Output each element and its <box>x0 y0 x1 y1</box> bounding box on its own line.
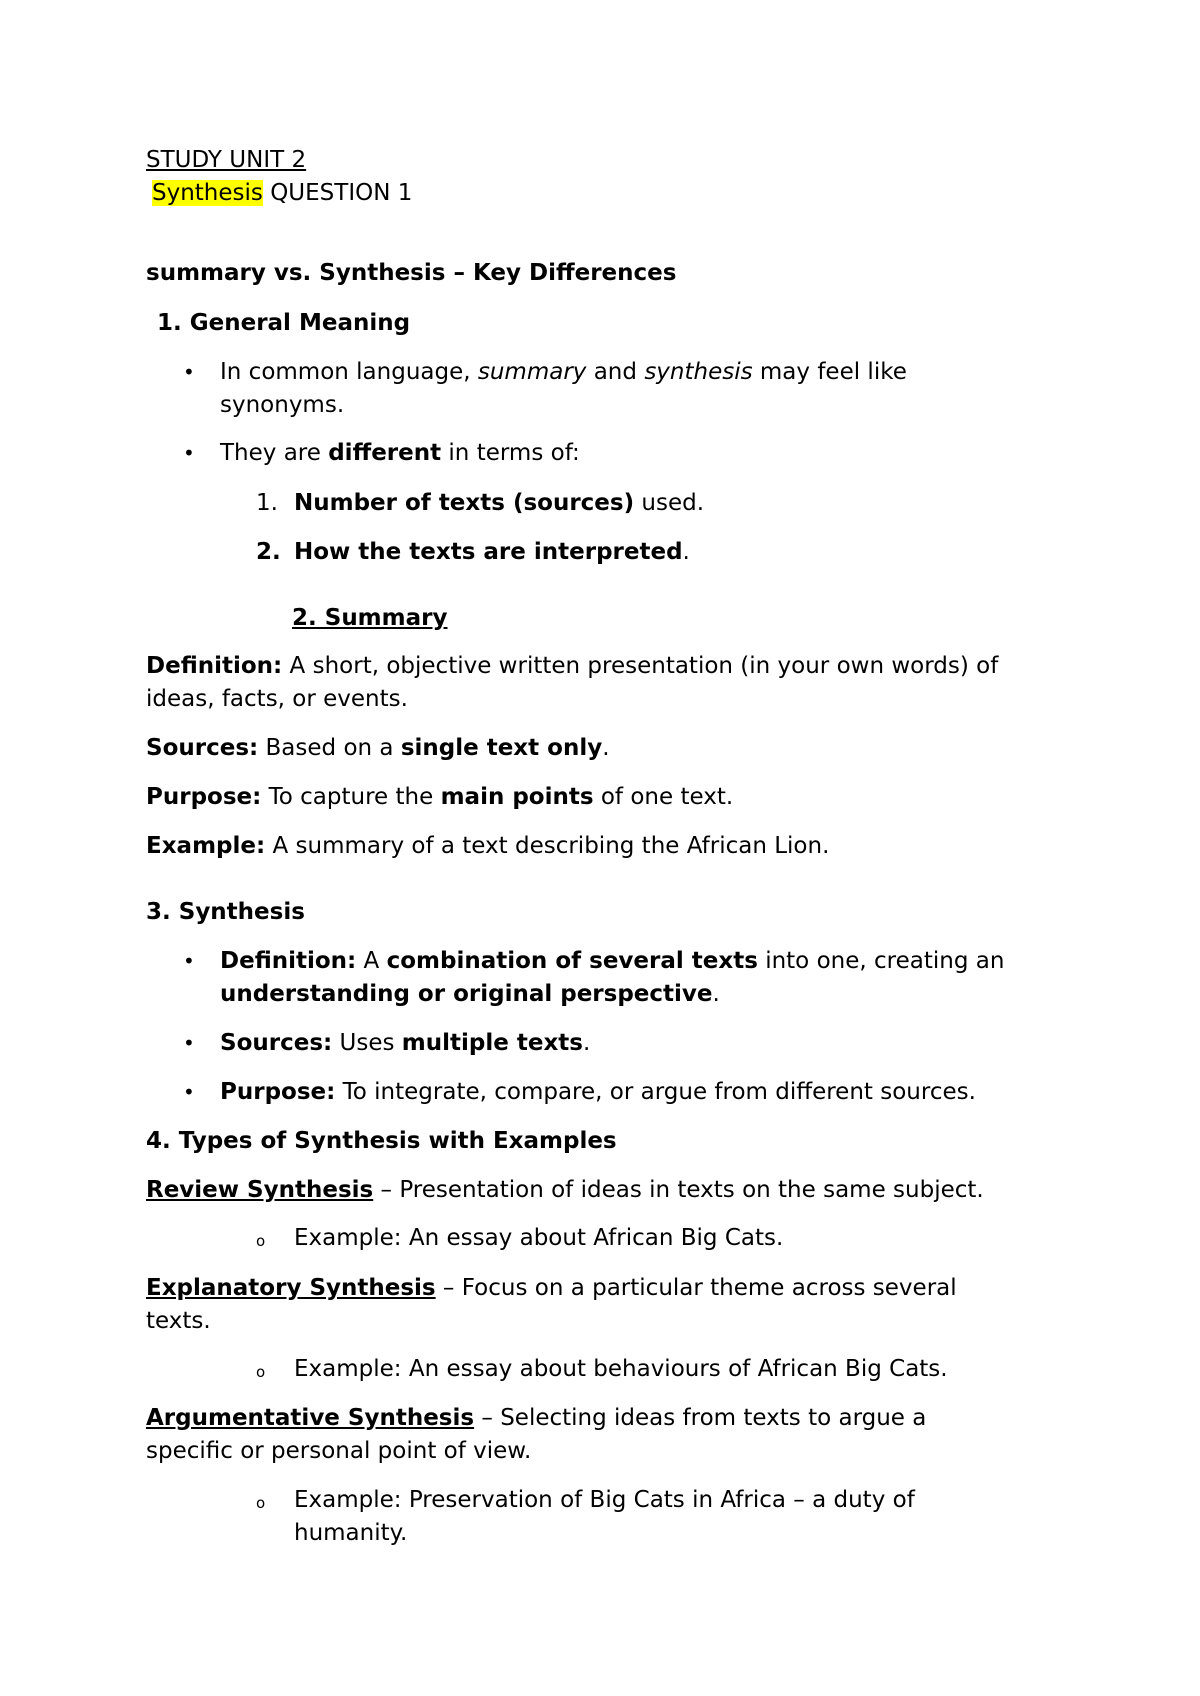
text-fragment: They are <box>220 440 329 466</box>
text-fragment: A summary of a text describing the African Lion. <box>265 833 830 859</box>
section-synthesis-heading: 3. Synthesis <box>146 899 305 925</box>
list-item-continuation <box>220 979 720 1009</box>
text-fragment: Definition: <box>146 653 283 679</box>
summary-definition-continuation: ideas, facts, or events. <box>146 686 408 712</box>
list-item <box>220 946 1004 976</box>
text-fragment: used. <box>634 490 705 516</box>
text-fragment: main points <box>440 784 594 810</box>
numbered-item <box>294 488 704 518</box>
text-fragment: multiple texts <box>401 1030 583 1056</box>
text-fragment: single text only <box>400 735 603 761</box>
list-number: 2. <box>256 539 281 565</box>
text-fragment: Review Synthesis <box>146 1177 374 1203</box>
text-fragment: synthesis <box>644 359 753 385</box>
summary-purpose <box>146 782 733 812</box>
section-summary-heading: 2. Summary <box>292 605 448 631</box>
text-fragment: Example: <box>146 833 266 859</box>
text-fragment: . <box>682 539 690 565</box>
review-example: Example: An essay about African Big Cats. <box>294 1225 784 1251</box>
text-fragment: Sources: <box>220 1030 333 1056</box>
text-fragment: . <box>602 735 610 761</box>
text-fragment: – Selecting ideas from texts to argue a <box>474 1405 927 1431</box>
text-fragment: Argumentative Synthesis <box>146 1405 475 1431</box>
explanatory-example: Example: An essay about behaviours of African Big Cats. <box>294 1356 948 1382</box>
text-fragment: – Presentation of ideas in texts on the same subject. <box>373 1177 984 1203</box>
text-fragment: Uses <box>332 1030 402 1056</box>
explanatory-synthesis <box>146 1273 957 1303</box>
document-title: summary vs. Synthesis – Key Differences <box>146 260 677 286</box>
text-fragment: and <box>586 359 645 385</box>
text-fragment: Number of texts (sources) <box>294 490 635 516</box>
numbered-item <box>294 537 690 567</box>
text-fragment: To capture the <box>261 784 441 810</box>
text-fragment: A <box>356 948 387 974</box>
argumentative-example: Example: Preservation of Big Cats in Africa – a duty of <box>294 1487 915 1513</box>
bullet-icon: • <box>183 360 195 384</box>
review-synthesis <box>146 1175 984 1205</box>
text-fragment: Explanatory Synthesis <box>146 1275 436 1301</box>
text-fragment: Sources: <box>146 735 259 761</box>
argumentative-continuation: specific or personal point of view. <box>146 1438 532 1464</box>
text-fragment: Definition: <box>220 948 357 974</box>
synthesis-highlight: Synthesis <box>152 180 263 206</box>
text-fragment: In common language, <box>220 359 478 385</box>
list-item <box>220 1028 590 1058</box>
list-item <box>220 1077 976 1107</box>
section-general-meaning-heading: 1. General Meaning <box>157 310 411 336</box>
text-fragment: Purpose: <box>146 784 262 810</box>
text-fragment: understanding or original perspective <box>220 981 713 1007</box>
text-fragment: Purpose: <box>220 1079 336 1105</box>
list-number: 1. <box>256 490 278 516</box>
text-fragment: summary <box>477 359 587 385</box>
sub-bullet-icon: o <box>256 1363 266 1381</box>
summary-sources <box>146 733 610 763</box>
study-unit-label: STUDY UNIT 2 <box>146 147 307 173</box>
text-fragment: Based on a <box>258 735 401 761</box>
bullet-icon: • <box>183 441 195 465</box>
summary-example <box>146 831 829 861</box>
bullet-icon: • <box>183 1080 195 1104</box>
list-item-continuation: synonyms. <box>220 392 345 418</box>
question-label: QUESTION 1 <box>262 180 413 206</box>
list-item <box>220 438 580 468</box>
text-fragment: . <box>712 981 720 1007</box>
text-fragment: in terms of: <box>441 440 580 466</box>
summary-definition <box>146 651 998 681</box>
text-fragment: of one text. <box>593 784 734 810</box>
text-fragment: may feel like <box>752 359 907 385</box>
text-fragment: How the texts are interpreted <box>294 539 683 565</box>
argumentative-example-continuation: humanity. <box>294 1520 408 1546</box>
text-fragment: A short, objective written presentation (in your own words) of <box>282 653 999 679</box>
bullet-icon: • <box>183 1031 195 1055</box>
text-fragment: . <box>582 1030 591 1056</box>
section-types-heading: 4. Types of Synthesis with Examples <box>146 1128 617 1154</box>
text-fragment: combination of several texts <box>386 948 758 974</box>
sub-bullet-icon: o <box>256 1232 266 1250</box>
text-fragment: To integrate, compare, or argue from different sources. <box>335 1079 976 1105</box>
text-fragment: – Focus on a particular theme across several <box>435 1275 957 1301</box>
text-fragment: into one, creating an <box>757 948 1005 974</box>
bullet-icon: • <box>183 949 195 973</box>
text-fragment: different <box>328 440 442 466</box>
argumentative-synthesis <box>146 1403 926 1433</box>
explanatory-continuation: texts. <box>146 1308 211 1334</box>
sub-bullet-icon: o <box>256 1494 266 1512</box>
list-item <box>220 357 907 387</box>
question-header <box>152 178 412 208</box>
